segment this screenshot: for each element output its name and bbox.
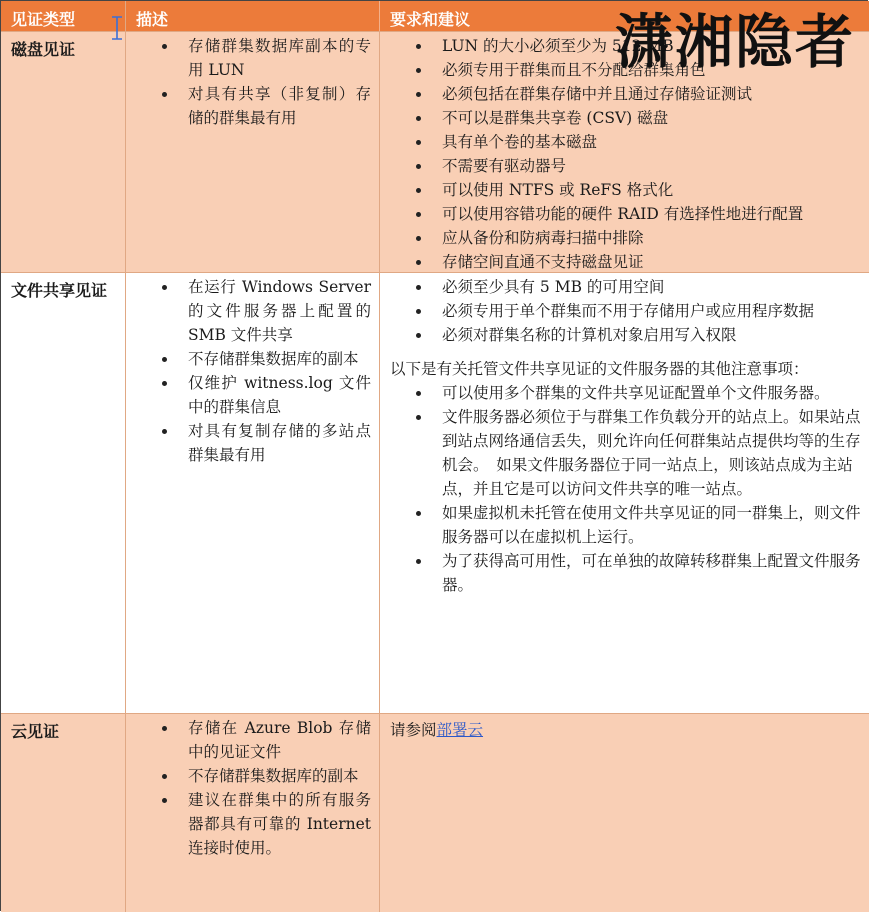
list-item: 必须专用于群集而且不分配给群集角色	[442, 58, 861, 82]
see-prefix: 请参阅	[390, 721, 437, 739]
list-item: 为了获得高可用性，可在单独的故障转移群集上配置文件服务器。	[442, 549, 861, 597]
header-description: 描述	[126, 1, 380, 31]
list-item: 必须对群集名称的计算机对象启用写入权限	[442, 323, 861, 347]
text-cursor-icon	[110, 15, 124, 41]
list-item: LUN 的大小必须至少为 512 MB	[442, 34, 861, 58]
header-type: 见证类型	[1, 1, 126, 31]
requirements-list	[380, 273, 869, 347]
table-row	[1, 713, 869, 912]
list-item: 可以使用容错功能的硬件 RAID 有选择性地进行配置	[442, 202, 861, 226]
list-item: 如果虚拟机未托管在使用文件共享见证的同一群集上，则文件服务器可以在虚拟机上运行。	[442, 501, 861, 549]
list-item: 必须包括在群集存储中并且通过存储验证测试	[442, 82, 861, 106]
list-item: 在运行 Windows Server 的文件服务器上配置的 SMB 文件共享	[188, 275, 371, 347]
row-type: 云见证	[11, 722, 60, 741]
list-item: 对具有共享（非复制）存储的群集最有用	[188, 82, 371, 130]
note-text: 以下是有关托管文件共享见证的文件服务器的其他注意事项：	[390, 360, 809, 378]
description-list	[126, 273, 379, 467]
list-item: 建议在群集中的所有服务器都具有可靠的 Internet 连接时使用。	[188, 788, 371, 860]
list-item: 不存储群集数据库的副本	[188, 764, 371, 788]
list-item: 可以使用 NTFS 或 ReFS 格式化	[442, 178, 861, 202]
list-item: 不可以是群集共享卷 (CSV) 磁盘	[442, 106, 861, 130]
list-item: 存储在 Azure Blob 存储中的见证文件	[188, 716, 371, 764]
table-row	[1, 272, 869, 713]
list-item: 存储空间直通不支持磁盘见证	[442, 250, 861, 274]
list-item: 存储群集数据库副本的专用 LUN	[188, 34, 371, 82]
list-item: 具有单个卷的基本磁盘	[442, 130, 861, 154]
list-item: 必须专用于单个群集而不用于存储用户或应用程序数据	[442, 299, 861, 323]
list-item: 不存储群集数据库的副本	[188, 347, 371, 371]
extra-list	[380, 381, 869, 597]
list-item: 文件服务器必须位于与群集工作负载分开的站点上。如果站点到站点网络通信丢失，则允许向任何群集站点提供均等的生存机会。 如果文件服务器位于同一站点上，则该站点成为主站点，并且它是可以访问文件共享的唯一站点。	[442, 405, 861, 501]
list-item: 对具有复制存储的多站点群集最有用	[188, 419, 371, 467]
list-item: 不需要有驱动器号	[442, 154, 861, 178]
header-requirements: 要求和建议	[390, 10, 471, 29]
list-item: 可以使用多个群集的文件共享见证配置单个文件服务器。	[442, 381, 861, 405]
list-item: 仅维护 witness.log 文件中的群集信息	[188, 371, 371, 419]
row-type: 文件共享见证	[11, 281, 108, 300]
description-list	[126, 714, 379, 860]
watermark: 潇湘隐者	[614, 8, 855, 76]
list-item: 必须至少具有 5 MB 的可用空间	[442, 275, 861, 299]
row-type: 磁盘见证	[11, 40, 76, 59]
description-list	[126, 32, 379, 130]
see-also	[380, 714, 869, 742]
deploy-cloud-link[interactable]: 部署云	[436, 721, 484, 739]
list-item: 应从备份和防病毒扫描中排除	[442, 226, 861, 250]
